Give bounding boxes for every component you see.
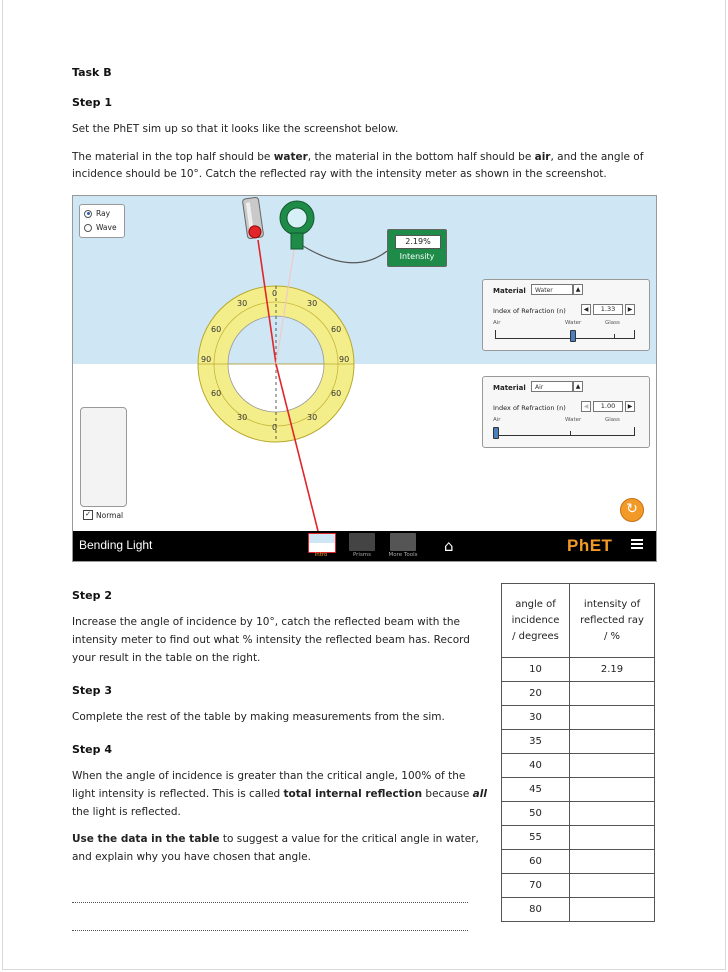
table-row [502, 682, 655, 706]
step4-line4: Use the data in the table to suggest a value for the critical angle in water, [72, 833, 479, 845]
intensity-cell[interactable] [570, 730, 655, 754]
decrease-arrow-icon[interactable]: ◀ [581, 304, 591, 315]
protractor-label: 60 [211, 389, 222, 398]
top-material-panel [482, 279, 650, 351]
table-row [502, 706, 655, 730]
angle-cell: 55 [502, 826, 570, 850]
tab-prisms[interactable] [345, 531, 379, 561]
intensity-sensor[interactable] [280, 201, 387, 263]
top-ior-value[interactable]: 1.33 [593, 304, 623, 315]
step3-line1: Complete the rest of the table by making measurements from the sim. [72, 711, 445, 723]
material-title: Material [493, 384, 526, 392]
laser-pointer[interactable] [242, 197, 263, 239]
header-angle: angle of incidence / degrees [502, 584, 570, 658]
top-material-select[interactable]: Water [531, 284, 573, 295]
decrease-arrow-icon[interactable]: ◀ [581, 401, 591, 412]
ray-label: Ray [96, 209, 111, 218]
step1-line1: Set the PhET sim up so that it looks like the screenshot below. [72, 123, 399, 135]
scale-water-label: Water [565, 320, 582, 326]
ior-slider-track[interactable] [495, 435, 635, 436]
table-row [502, 778, 655, 802]
checkmark-icon: ✓ [83, 510, 93, 520]
step4-line5: and explain why you have chosen that angle. [72, 851, 311, 863]
step1-line2: The material in the top half should be water, the material in the bottom half should be air, and the angle of [72, 151, 644, 163]
step1-heading: Step 1 [72, 96, 112, 109]
intensity-cell[interactable] [570, 754, 655, 778]
bottom-material-select[interactable]: Air [531, 381, 573, 392]
angle-cell: 10 [502, 658, 570, 682]
phet-logo[interactable]: PhET [567, 536, 613, 555]
app-title: Bending Light [79, 538, 153, 552]
angle-cell: 80 [502, 898, 570, 922]
table-row [502, 730, 655, 754]
prisms-tab-icon [349, 533, 375, 551]
sim-navbar [73, 531, 656, 561]
intro-tab-icon [308, 533, 336, 553]
intensity-meter[interactable] [387, 229, 447, 267]
protractor-label: 60 [331, 325, 342, 334]
material-title: Material [493, 287, 526, 295]
scale-glass-label: Glass [605, 417, 620, 423]
protractor-label: 30 [307, 413, 318, 422]
step2-line1: Increase the angle of incidence by 10°, catch the reflected beam with the [72, 616, 460, 628]
tool-box [80, 407, 127, 507]
intensity-cell[interactable] [570, 898, 655, 922]
tab-intro[interactable] [304, 531, 338, 561]
ior-slider-thumb[interactable] [493, 427, 499, 439]
table-header-row [502, 584, 655, 658]
step2-line2: intensity meter to find out what % intensity the reflected beam has. Record [72, 634, 470, 646]
table-row [502, 874, 655, 898]
protractor-label: 30 [237, 299, 248, 308]
angle-cell: 45 [502, 778, 570, 802]
header-intensity: intensity of reflected ray / % [570, 584, 655, 658]
answer-line[interactable] [72, 902, 468, 903]
intensity-cell[interactable] [570, 778, 655, 802]
angle-cell: 70 [502, 874, 570, 898]
ior-label: Index of Refraction (n) [493, 404, 566, 412]
scale-glass-label: Glass [605, 320, 620, 326]
tab-label: Intro [314, 552, 328, 558]
step3-heading: Step 3 [72, 684, 112, 697]
angle-cell: 50 [502, 802, 570, 826]
task-title: Task B [72, 66, 112, 79]
tab-more-tools[interactable] [386, 531, 420, 561]
table-row [502, 898, 655, 922]
dropdown-arrow-icon[interactable]: ▲ [573, 284, 583, 295]
angle-cell: 20 [502, 682, 570, 706]
normal-label: Normal [96, 510, 124, 520]
intensity-cell[interactable] [570, 706, 655, 730]
bottom-ior-value[interactable]: 1.00 [593, 401, 623, 412]
intensity-cell[interactable] [570, 874, 655, 898]
protractor-label: 60 [331, 389, 342, 398]
table-row [502, 850, 655, 874]
protractor-label: 0 [272, 423, 278, 432]
wave-label: Wave [96, 223, 117, 232]
protractor-label: 90 [339, 355, 350, 364]
protractor-label: 30 [237, 413, 248, 422]
step4-line2: light intensity is reflected. This is called total internal reflection because all [72, 788, 487, 800]
step4-line3: the light is reflected. [72, 806, 181, 818]
bottom-material-panel [482, 376, 650, 448]
scale-water-label: Water [565, 417, 582, 423]
table-row [502, 802, 655, 826]
tab-label: More Tools [388, 552, 418, 558]
increase-arrow-icon[interactable]: ▶ [625, 304, 635, 315]
results-table [501, 583, 655, 922]
protractor-label: 30 [307, 299, 318, 308]
scale-tick [495, 330, 496, 338]
step2-heading: Step 2 [72, 589, 112, 602]
home-icon[interactable]: ⌂ [444, 537, 454, 555]
protractor-label: 0 [272, 289, 278, 298]
table-row [502, 754, 655, 778]
ior-slider-track[interactable] [495, 338, 635, 339]
menu-icon[interactable] [631, 539, 643, 551]
ior-label: Index of Refraction (n) [493, 307, 566, 315]
meter-label: Intensity [399, 252, 435, 261]
angle-cell: 30 [502, 706, 570, 730]
meter-reading: 2.19% [395, 235, 441, 249]
step4-line1: When the angle of incidence is greater than the critical angle, 100% of the [72, 770, 466, 782]
phet-sim-screenshot [72, 195, 657, 562]
tab-label: Prisms [352, 552, 372, 558]
intensity-cell[interactable] [570, 682, 655, 706]
protractor-label: 60 [211, 325, 222, 334]
more-tools-tab-icon [390, 533, 416, 551]
table-row [502, 658, 655, 682]
table-row [502, 826, 655, 850]
scale-tick [634, 427, 635, 435]
scale-tick [634, 330, 635, 338]
intensity-cell[interactable] [570, 850, 655, 874]
answer-line[interactable] [72, 930, 468, 931]
normal-checkbox[interactable] [83, 510, 123, 520]
scale-air-label: Air [493, 320, 501, 326]
increase-arrow-icon[interactable]: ▶ [625, 401, 635, 412]
scale-tick [570, 431, 571, 435]
sim-scene [73, 196, 656, 531]
angle-cell: 40 [502, 754, 570, 778]
protractor-label: 90 [201, 355, 212, 364]
step2-line3: your result in the table on the right. [72, 652, 261, 664]
intensity-cell[interactable]: 2.19 [570, 658, 655, 682]
intensity-cell[interactable] [570, 802, 655, 826]
intensity-cell[interactable] [570, 826, 655, 850]
dropdown-arrow-icon[interactable]: ▲ [573, 381, 583, 392]
scale-air-label: Air [493, 417, 501, 423]
reset-icon[interactable]: ↻ [620, 498, 644, 522]
step1-line3: incidence should be 10°. Catch the reflected ray with the intensity meter as shown in the screenshot. [72, 168, 607, 180]
ior-slider-thumb[interactable] [570, 330, 576, 342]
angle-cell: 35 [502, 730, 570, 754]
scale-tick [614, 334, 615, 338]
step4-heading: Step 4 [72, 743, 112, 756]
angle-cell: 60 [502, 850, 570, 874]
